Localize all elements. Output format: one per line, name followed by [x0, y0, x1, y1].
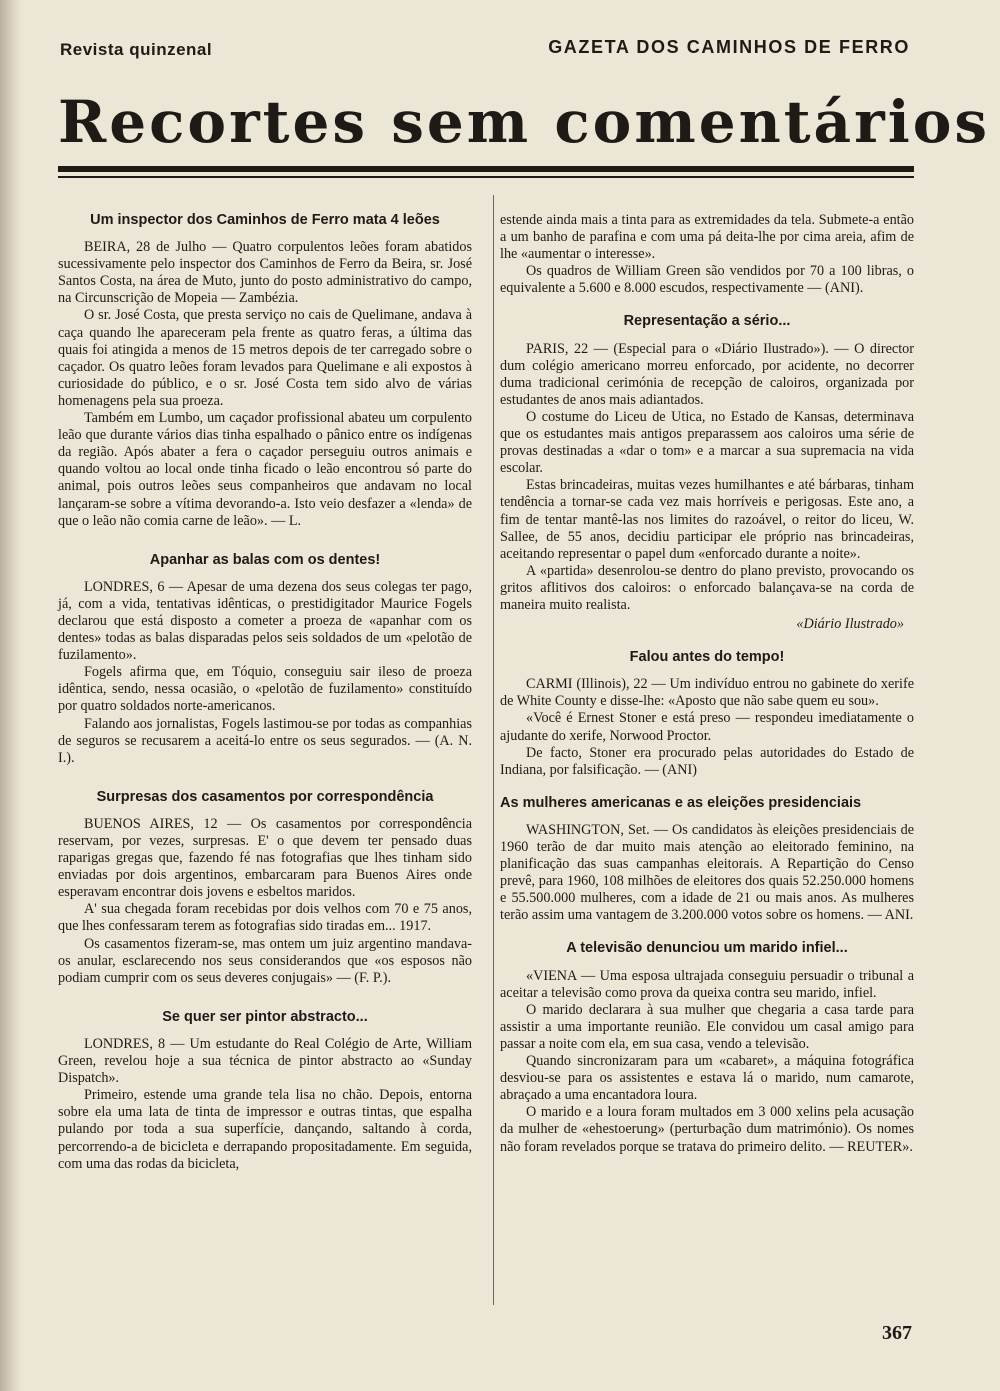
- running-header-left: Revista quinzenal: [60, 40, 213, 59]
- article-paragraph: Estas brincadeiras, muitas vezes humilhantes e até bárbaras, tinham tendência a tornar-se cada vez mais horríveis e perigosas. Este ano, a fim de tentar mantê-las nos limites do razoável, o reitor do liceu, W. Sallee, de 55 anos, decidiu participar ele próprio nas brincadeiras, aceitando representar o papel dum «enforcado durante a noite».: [500, 477, 914, 562]
- article-paragraph: Fogels afirma que, em Tóquio, conseguiu sair ileso de proeza idêntica, sendo, nessa ocasião, o «pelotão de fuzilamento» constituído por quatro soldados norte-americanos.: [58, 664, 472, 715]
- article-paragraph: PARIS, 22 — (Especial para o «Diário Ilustrado»). — O director dum colégio americano morreu enforcado, por acidente, no decorrer duma tradicional cerimónia de recepção de caloiros, organizada por estudantes de anos mais adiantados.: [500, 340, 914, 408]
- article-paragraph: LONDRES, 6 — Apesar de uma dezena dos seus colegas ter pago, já, com a vida, tentativas idênticas, o prestidigitador Maurice Fogels declarou que está disposto a cometer a proeza de «apanhar com os dentes» todas as balas disparadas pelos seis soldados de um «pelotão de fuzilamento».: [58, 578, 472, 664]
- section-title: Recortes sem comentários: [58, 88, 991, 156]
- article-paragraph: Falando aos jornalistas, Fogels lastimou-se por todas as companhias de seguros se recusarem a aceitá-lo entre os seus segurados. — (A. N. I.).: [58, 715, 472, 766]
- article-heading: Representação a sério...: [623, 313, 791, 330]
- running-header-right: GAZETA DOS CAMINHOS DE FERRO: [548, 37, 910, 57]
- page-number: 367: [882, 1322, 912, 1344]
- title-rule-thin: [58, 176, 914, 178]
- article-paragraph: A «partida» desenrolou-se dentro do plano previsto, provocando os gritos aflitivos dos caloiros: o enforcado balançava-se na corda de maneira muito realista.: [500, 562, 914, 613]
- article-paragraph: O costume do Liceu de Utica, no Estado de Kansas, determinava que os estudantes mais antigos preparassem aos caloiros uma série de provas destinadas a «dar o tom» e a marcar a sua supremacia na vida escolar.: [500, 408, 914, 477]
- article-paragraph: CARMI (Illinois), 22 — Um indivíduo entrou no gabinete do xerife de White County e disse-lhe: «Aposto que não sabe quem eu sou».: [500, 676, 914, 710]
- article-continuation: estende ainda mais a tinta para as extremidades da tela. Submete-a então a um banho de parafina e com uma pá deita-lhe por cima areia, afim de lhe «aumentar o interesse».: [500, 212, 914, 263]
- article-paragraph: «VIENA — Uma esposa ultrajada conseguiu persuadir o tribunal a aceitar a televisão como prova da queixa contra seu marido, infiel.: [500, 967, 914, 1001]
- article-paragraph: BEIRA, 28 de Julho — Quatro corpulentos leões foram abatidos sucessivamente pelo inspector dos Caminhos de Ferro da Beira, sr. José Santos Costa, na área de Muto, junto do posto administrativo do campo, na Circunscrição de Mopeia — Zambézia.: [58, 239, 472, 307]
- article-paragraph: Os quadros de William Green são vendidos por 70 a 100 libras, o equivalente a 5.600 e 8.000 escudos, respectivamente — (ANI).: [500, 263, 914, 297]
- article-paragraph: BUENOS AIRES, 12 — Os casamentos por correspondência reservam, por vezes, surpresas. E' o que devem ter pensado duas raparigas gregas que, fazendo fé nas fotografias que lhes tinham sido enviadas por dois argentinos, embarcaram para Buenos Aires onde esperavam encontrar dois jovens e esbeltos maridos.: [58, 815, 472, 901]
- title-rule-thick: [58, 166, 914, 172]
- page-binding-shadow: [0, 0, 22, 1391]
- article-paragraph: O sr. José Costa, que presta serviço no cais de Quelimane, andava à caça quando lhe apareceram pela frente as quatro feras, a última das quais foi atingida a menos de 15 metros depois de ter carregado sobre o caçador. Os quatro leões foram levados para Quelimane e ali expostos à curiosidade do público, e o sr. José Costa tem sido alvo de várias homenagens pela sua proeza.: [58, 307, 472, 409]
- article-paragraph: Os casamentos fizeram-se, mas ontem um juiz argentino mandava-os anular, esclarecendo nos seus considerandos que «os esposos não podiam cumprir com os seus deveres conjugais» — (F. P.).: [58, 935, 472, 986]
- right-column: [500, 212, 914, 1156]
- article-paragraph: «Você é Ernest Stoner e está preso — respondeu imediatamente o ajudante do xerife, Norwood Proctor.: [500, 710, 914, 744]
- article-heading: As mulheres americanas e as eleições presidenciais: [500, 794, 862, 811]
- article-paragraph: Também em Lumbo, um caçador profissional abateu um corpulento leão que durante vários dias tinha espalhado o pânico entre os indígenas da região. Após abater a fera o caçador perseguiu outros animais e quando voltou ao local onde tinha ficado o leão encontrou só parte do animal, pois outros leões seus companheiros que andavam no local lançaram-se sobre a vítima devorando-a. Isto veio desfazer a «lenda» de que o leão não comia carne de leão». — L.: [58, 410, 472, 529]
- article-paragraph: A' sua chegada foram recebidas por dois velhos com 70 e 75 anos, que lhes confessaram terem as fotografias sido tiradas em... 1917.: [58, 901, 472, 935]
- article-paragraph: Primeiro, estende uma grande tela lisa no chão. Depois, entorna sobre ela uma lata de tinta de impressor e outras tintas, que espalha pulando por toda a sua superfície, dançando, saltando à corda, percorrendo-a de bicicleta e derrapando propositadamente. Em seguida, com uma das rodas da bicicleta,: [58, 1087, 472, 1172]
- article-heading: Se quer ser pintor abstracto...: [162, 1008, 368, 1025]
- article-heading: Um inspector dos Caminhos de Ferro mata 4 leões: [90, 212, 440, 228]
- article-paragraph: LONDRES, 8 — Um estudante do Real Colégio de Arte, William Green, revelou hoje a sua técnica de pintor abstracto ao «Sunday Dispatch».: [58, 1035, 472, 1087]
- article-heading: Surpresas dos casamentos por correspondência: [96, 788, 434, 805]
- article-paragraph: De facto, Stoner era procurado pelas autoridades do Estado de Indiana, por falsificação. — (ANI): [500, 744, 914, 778]
- article-paragraph: Quando sincronizaram para um «cabaret», a máquina fotográfica desviou-se para os assistentes e estava lá o marido, num camarote, abraçado a uma encantadora loura.: [500, 1053, 914, 1104]
- article-heading: A televisão denunciou um marido infiel...: [566, 940, 848, 957]
- article-source: «Diário Ilustrado»: [796, 616, 904, 633]
- column-divider: [493, 195, 494, 1305]
- article-paragraph: O marido declarara à sua mulher que chegaria a casa tarde para assistir a uma importante reunião. Ele convidou um casal amigo para passar a noite com ela, em sua casa, vendo a televisão.: [500, 1001, 914, 1052]
- left-column: [58, 212, 472, 1173]
- article-heading: Apanhar as balas com os dentes!: [149, 551, 381, 568]
- article-paragraph: O marido e a loura foram multados em 3 000 xelins pela acusação da mulher de «ehestoerung» (perturbação dum matrimónio). Os nomes não foram revelados porque se tratava do primeiro delito. — REUTER».: [500, 1104, 914, 1155]
- article-paragraph: WASHINGTON, Set. — Os candidatos às eleições presidenciais de 1960 terão de dar muito mais atenção ao eleitorado feminino, na planificação das suas campanhas eleitorais. A Repartição do Censo prevê, para 1960, 108 milhões de eleitores dos quais 52.250.000 homens e 55.500.000 mulheres, com a idade de 21 ou mais anos. As mulheres terão assim uma vantagem de 3.200.000 votos sobre os homens. — ANI.: [500, 821, 914, 924]
- article-heading: Falou antes do tempo!: [629, 649, 785, 666]
